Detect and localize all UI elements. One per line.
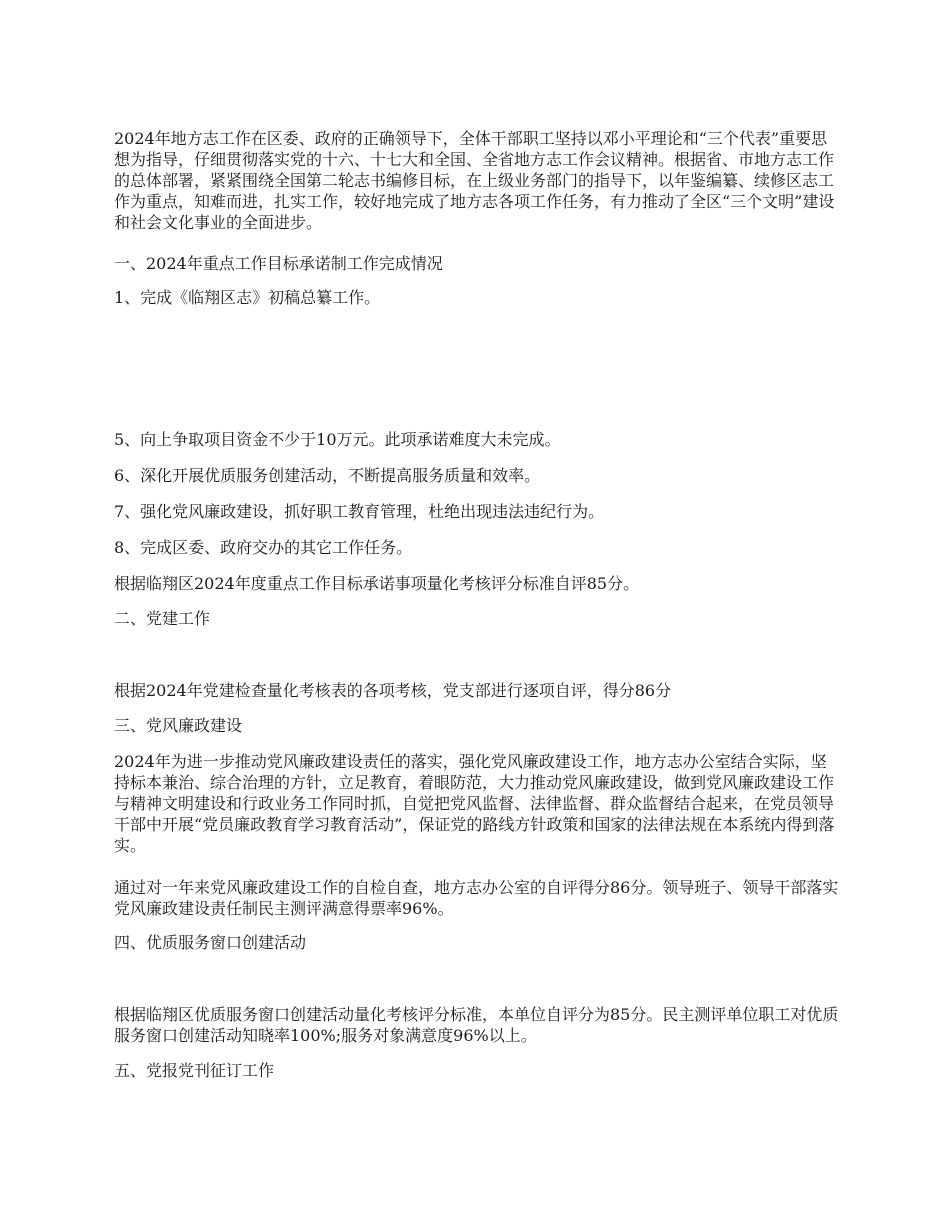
section-heading-5: 五、党报党刊征订工作 [114, 1061, 275, 1080]
intro-paragraph: 2024年地方志工作在区委、政府的正确领导下，全体干部职工坚持以邓小平理论和“三个代表”重要思想为指导，仔细贯彻落实党的十六、十七大和全国、全省地方志工作会议精神。根据省、市地方志工作的总体部署，紧紧围绕全国第二轮志书编修目标，在上级业务部门的指导下，以年鉴编纂、续修区志工作为重点，知难而进，扎实工作，较好地完成了地方志各项工作任务，有力推动了全区“三个文明”建设和社会文化事业的全面进步。 [114, 129, 835, 232]
service-window-paragraph: 根据临翔区优质服务窗口创建活动量化考核评分标准，本单位自评分为85分。民主测评单位职工对优质服务窗口创建活动知晓率100%;服务对象满意度96%以上。 [114, 1005, 839, 1045]
section-heading-3: 三、党风廉政建设 [114, 716, 243, 735]
list-item-1: 1、完成《临翔区志》初稿总纂工作。 [114, 288, 381, 307]
section-heading-1: 一、2024年重点工作目标承诺制工作完成情况 [114, 254, 443, 273]
integrity-paragraph: 2024年为进一步推动党风廉政建设责任的落实，强化党风廉政建设工作，地方志办公室结合实际，坚持标本兼治、综合治理的方针，立足教育，着眼防范，大力推动党风廉政建设，做到党风廉政建设工作与精神文明建设和行政业务工作同时抓，自觉把党风监督、法律监督、群众监督结合起来，在党员领导干部中开展“党员廉政教育学习教育活动”，保证党的路线方针政策和国家的法律法规在本系统内得到落实。 [114, 752, 835, 855]
party-building-paragraph: 根据2024年党建检查量化考核表的各项考核，党支部进行逐项自评，得分86分 [114, 681, 672, 700]
self-score-paragraph: 根据临翔区2024年度重点工作目标承诺事项量化考核评分标准自评85分。 [114, 574, 640, 593]
list-item-6: 6、深化开展优质服务创建活动，不断提高服务质量和效率。 [114, 466, 541, 485]
list-item-5: 5、向上争取项目资金不少于10万元。此项承诺难度大未完成。 [114, 430, 561, 449]
section-heading-2: 二、党建工作 [114, 609, 211, 628]
section-heading-4: 四、优质服务窗口创建活动 [114, 933, 307, 952]
integrity-score-paragraph: 通过对一年来党风廉政建设工作的自检自查，地方志办公室的自评得分86分。领导班子、领导干部落实党风廉政建设责任制民主测评满意得票率96%。 [114, 878, 839, 918]
list-item-8: 8、完成区委、政府交办的其它工作任务。 [114, 538, 413, 557]
list-item-7: 7、强化党风廉政建设，抓好职工教育管理，杜绝出现违法违纪行为。 [114, 502, 605, 521]
